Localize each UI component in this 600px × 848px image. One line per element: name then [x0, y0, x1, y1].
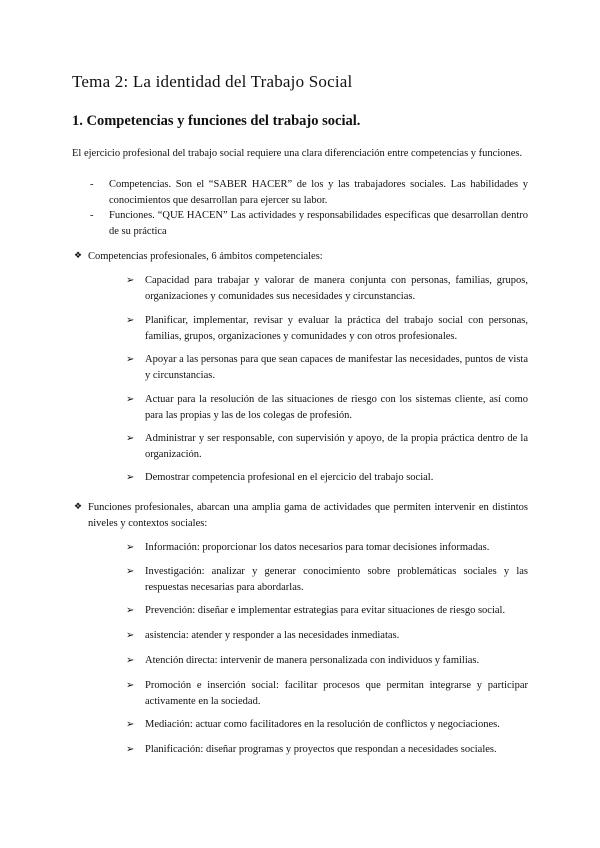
funciones-list [126, 742, 528, 758]
competencias-list [126, 273, 528, 304]
competencias-list [126, 392, 528, 423]
dash-list [72, 177, 528, 239]
competencias-list [126, 352, 528, 383]
list-item-text: Funciones. “QUE HACEN” Las actividades y responsabilidades específicas que desarrollan dentro de su práctica [109, 210, 528, 237]
funcion-item [126, 628, 528, 644]
arrow-bullet-icon: ➢ [126, 542, 135, 553]
arrow-bullet-icon: ➢ [126, 744, 135, 755]
competencia-item [126, 470, 528, 486]
competencias-list [126, 313, 528, 344]
funcion-item [126, 540, 528, 556]
funcion-text: asistencia: atender y responder a las necesidades inmediatas. [145, 630, 400, 641]
funciones-intro [72, 500, 528, 531]
list-item [72, 177, 528, 208]
funcion-item [126, 742, 528, 758]
funcion-text: Prevención: diseñar e implementar estrategias para evitar situaciones de riesgo social. [145, 605, 506, 616]
arrow-bullet-icon: ➢ [126, 354, 135, 365]
diamond-bullet-icon: ❖ [74, 251, 83, 261]
competencias-intro [72, 249, 528, 265]
funciones-list [126, 564, 528, 595]
funciones-list [126, 653, 528, 669]
competencia-text: Demostrar competencia profesional en el ejercicio del trabajo social. [145, 472, 434, 483]
intro-paragraph: El ejercicio profesional del trabajo social requiere una clara diferenciación entre competencias y funciones. [72, 148, 523, 159]
arrow-bullet-icon: ➢ [126, 472, 135, 483]
competencia-text: Capacidad para trabajar y valorar de manera conjunta con personas, familias, grupos, organizaciones y comunidades sus necesidades y circunstancias. [145, 275, 528, 302]
competencias-list [126, 431, 528, 462]
arrow-bullet-icon: ➢ [126, 719, 135, 730]
funcion-text: Información: proporcionar los datos necesarios para tomar decisiones informadas. [145, 542, 490, 553]
arrow-bullet-icon: ➢ [126, 566, 135, 577]
arrow-bullet-icon: ➢ [126, 680, 135, 691]
funcion-item [126, 564, 528, 595]
funcion-text: Mediación: actuar como facilitadores en la resolución de conflictos y negociaciones. [145, 719, 500, 730]
funciones-list [126, 603, 528, 619]
competencia-item [126, 313, 528, 344]
funcion-text: Atención directa: intervenir de manera personalizada con individuos y familias. [145, 655, 480, 666]
funciones-list [126, 540, 528, 556]
list-item-text: Competencias. Son el “SABER HACER” de los y las trabajadores sociales. Las habilidades y conocimientos que desarrollan para ejercer su labor. [109, 179, 528, 206]
funcion-text: Planificación: diseñar programas y proyectos que respondan a necesidades sociales. [145, 744, 497, 755]
competencia-text: Administrar y ser responsable, con supervisión y apoyo, de la propia práctica dentro de la organización. [145, 433, 528, 460]
funcion-text: Promoción e inserción social: facilitar procesos que permitan integrarse y participar activamente en la sociedad. [145, 680, 528, 707]
arrow-bullet-icon: ➢ [126, 630, 135, 641]
funciones-intro-text: Funciones profesionales, abarcan una amplia gama de actividades que permiten intervenir en distintos niveles y contextos sociales: [88, 502, 528, 529]
competencia-text: Actuar para la resolución de las situaciones de riesgo con los sistemas cliente, así como para las propias y las de los colegas de profesión. [145, 394, 528, 421]
competencia-item [126, 352, 528, 383]
arrow-bullet-icon: ➢ [126, 605, 135, 616]
competencias-list [126, 470, 528, 486]
funcion-item [126, 678, 528, 709]
list-item [72, 208, 528, 239]
funcion-text: Investigación: analizar y generar conocimiento sobre problemáticas sociales y las respuestas necesarias para abordarlas. [145, 566, 528, 593]
competencias-intro-text: Competencias profesionales, 6 ámbitos competenciales: [88, 251, 323, 262]
competencia-text: Planificar, implementar, revisar y evaluar la práctica del trabajo social con personas, familias, grupos, organizaciones y comunidades y con otros profesionales. [145, 315, 528, 342]
funciones-list [126, 628, 528, 644]
funcion-item [126, 603, 528, 619]
arrow-bullet-icon: ➢ [126, 433, 135, 444]
competencia-item [126, 392, 528, 423]
funciones-list [126, 717, 528, 733]
arrow-bullet-icon: ➢ [126, 394, 135, 405]
diamond-bullet-icon: ❖ [74, 502, 83, 512]
funcion-item [126, 717, 528, 733]
section-heading: 1. Competencias y funciones del trabajo social. [72, 113, 361, 129]
competencia-item [126, 273, 528, 304]
funciones-list [126, 678, 528, 709]
competencia-text: Apoyar a las personas para que sean capaces de manifestar las necesidades, puntos de vista y circunstancias. [145, 354, 528, 381]
arrow-bullet-icon: ➢ [126, 655, 135, 666]
document-title: Tema 2: La identidad del Trabajo Social [72, 72, 353, 91]
dash-marker: - [90, 210, 94, 221]
funcion-item [126, 653, 528, 669]
arrow-bullet-icon: ➢ [126, 315, 135, 326]
competencia-item [126, 431, 528, 462]
dash-marker: - [90, 179, 94, 190]
arrow-bullet-icon: ➢ [126, 275, 135, 286]
